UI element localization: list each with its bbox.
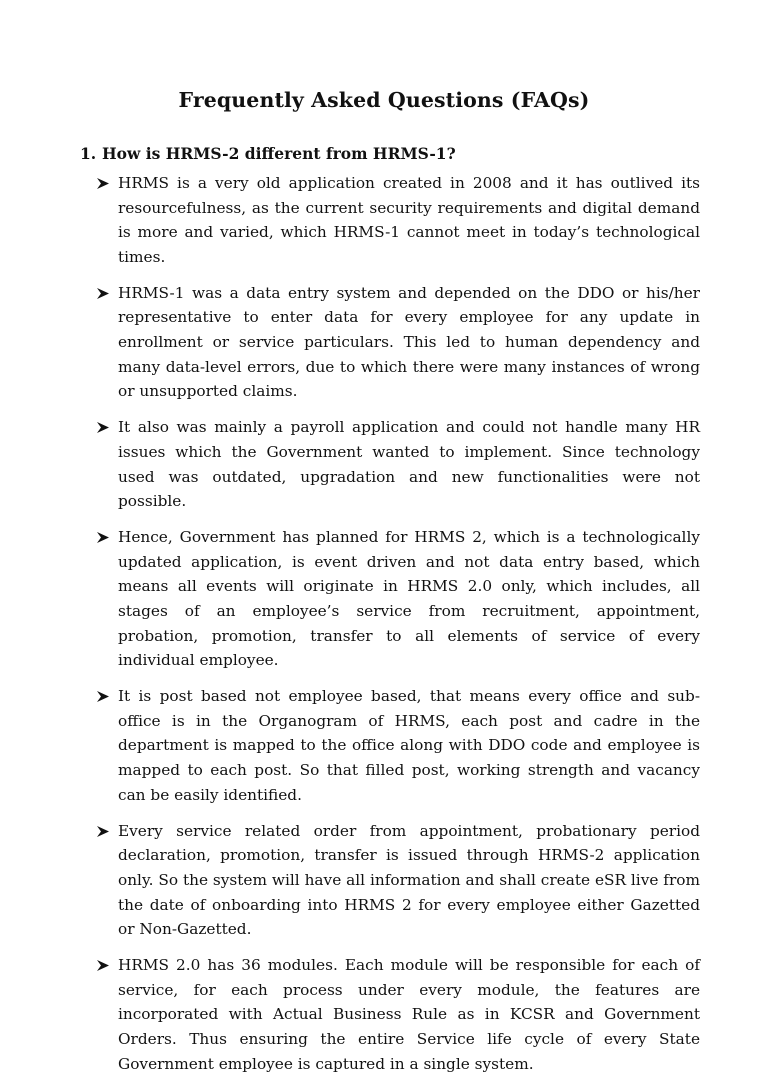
answer-text: HRMS-1 was a data entry system and depended on the DDO or his/her representative to enter data for every employee for any update in enrollment or service particulars. This led to human dependency and many data-level errors, due to which there were many instances of wrong or unsupported claims. — [118, 283, 700, 401]
answer-text: Every service related order from appointment, probationary period declaration, promotion, transfer is issued through HRMS-2 application only. So the system will have all information and shall create eSR live from the date of onboarding into HRMS 2 for every employee either Gazetted or Non-Gazetted. — [118, 821, 700, 939]
answer-text: HRMS 2.0 has 36 modules. Each module will be responsible for each of service, for each process under every module, the features are incorporated with Actual Business Rule as in KCSR and Government Orders. Thus ensuring the entire Service life cycle of every State Government employee is captured in a single system. — [118, 956, 700, 1073]
arrow-bullet-icon — [96, 177, 110, 190]
page-title: Frequently Asked Questions (FAQs) — [178, 88, 590, 112]
answer-item — [96, 819, 700, 942]
arrow-bullet-icon — [96, 531, 110, 544]
arrow-bullet-icon — [96, 825, 110, 838]
answer-item — [96, 415, 700, 513]
arrow-bullet-icon — [96, 959, 110, 972]
answer-text: It also was mainly a payroll application and could not handle many HR issues which the Government wanted to implement. Since technology used was outdated, upgradation and new functionalities were not possible. — [118, 418, 700, 511]
answer-item — [96, 525, 700, 673]
answer-item — [96, 684, 700, 807]
answer-item — [96, 953, 700, 1076]
question-number: 1. — [80, 144, 97, 163]
arrow-bullet-icon — [96, 690, 110, 703]
arrow-bullet-icon — [96, 421, 110, 434]
answer-text: Hence, Government has planned for HRMS 2, which is a technologically updated application, is event driven and not data entry based, which means all events will originate in HRMS 2.0 only, which includes, all stages of an employee’s service from recruitment, appointment, probation, promotion, transfer to all elements of service of every individual employee. — [118, 528, 700, 670]
arrow-bullet-icon — [96, 287, 110, 300]
question-text: How is HRMS-2 different from HRMS-1? — [102, 144, 456, 163]
answer-text: It is post based not employee based, that means every office and sub-office is in the Organogram of HRMS, each post and cadre in the department is mapped to the office along with DDO code and employee is mapped to each post. So that filled post, working strength and vacancy can be easily identified. — [118, 687, 700, 804]
answer-list — [96, 171, 700, 1088]
question-heading — [80, 144, 456, 163]
answer-text: HRMS is a very old application created in 2008 and it has outlived its resourcefulness, as the current security requirements and digital demand is more and varied, which HRMS-1 cannot meet in today’s technological times. — [118, 174, 700, 266]
answer-item — [96, 171, 700, 269]
answer-item — [96, 281, 700, 404]
